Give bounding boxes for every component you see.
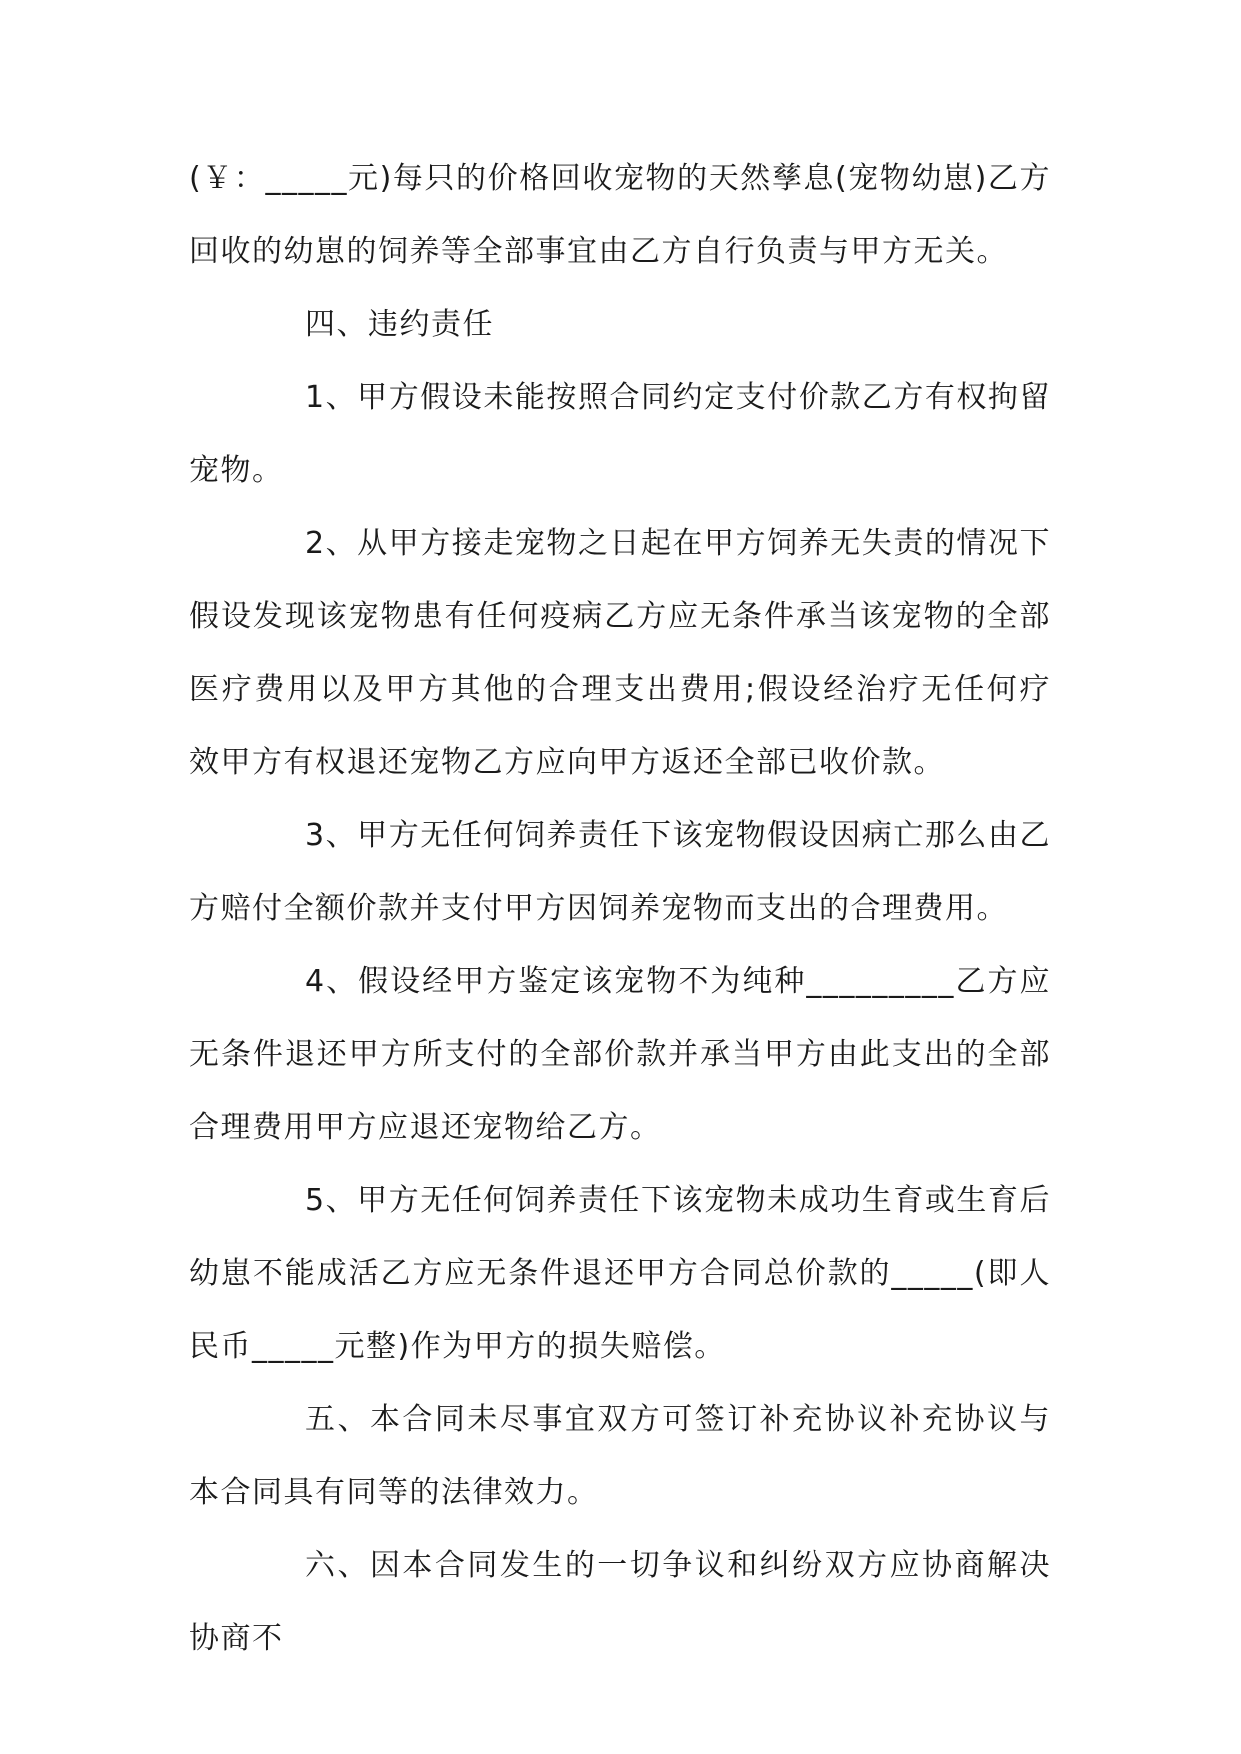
clause-4-purebred: 4、假设经甲方鉴定该宠物不为纯种_________乙方应无条件退还甲方所支付的全部价款并承当甲方由此支出的全部合理费用甲方应退还宠物给乙方。: [189, 964, 1051, 1145]
paragraph-price-recovery: (￥：_____元)每只的价格回收宠物的天然孳息(宠物幼崽)乙方回收的幼崽的饲养等全部事宜由乙方自行负责与甲方无关。: [189, 161, 1051, 269]
clause-5-breeding: 5、甲方无任何饲养责任下该宠物未成功生育或生育后幼崽不能成活乙方应无条件退还甲方合同总价款的_____(即人民币_____元整)作为甲方的损失赔偿。: [189, 1183, 1051, 1364]
clause-3-death: 3、甲方无任何饲养责任下该宠物假设因病亡那么由乙方赔付全额价款并支付甲方因饲养宠物而支出的合理费用。: [189, 818, 1051, 926]
section-dispute-resolution: 六、因本合同发生的一切争议和纠纷双方应协商解决协商不: [189, 1548, 1051, 1656]
clause-1-payment: 1、甲方假设未能按照合同约定支付价款乙方有权拘留宠物。: [189, 380, 1051, 488]
clause-2-disease: 2、从甲方接走宠物之日起在甲方饲养无失责的情况下假设发现该宠物患有任何疫病乙方应无条件承当该宠物的全部医疗费用以及甲方其他的合理支出费用;假设经治疗无任何疗效甲方有权退还宠物乙方应向甲方返还全部已收价款。: [189, 526, 1051, 780]
section-heading-liability: 四、违约责任: [305, 307, 494, 342]
section-supplementary-agreement: 五、本合同未尽事宜双方可签订补充协议补充协议与本合同具有同等的法律效力。: [189, 1402, 1051, 1510]
document-body: [189, 142, 1051, 1675]
